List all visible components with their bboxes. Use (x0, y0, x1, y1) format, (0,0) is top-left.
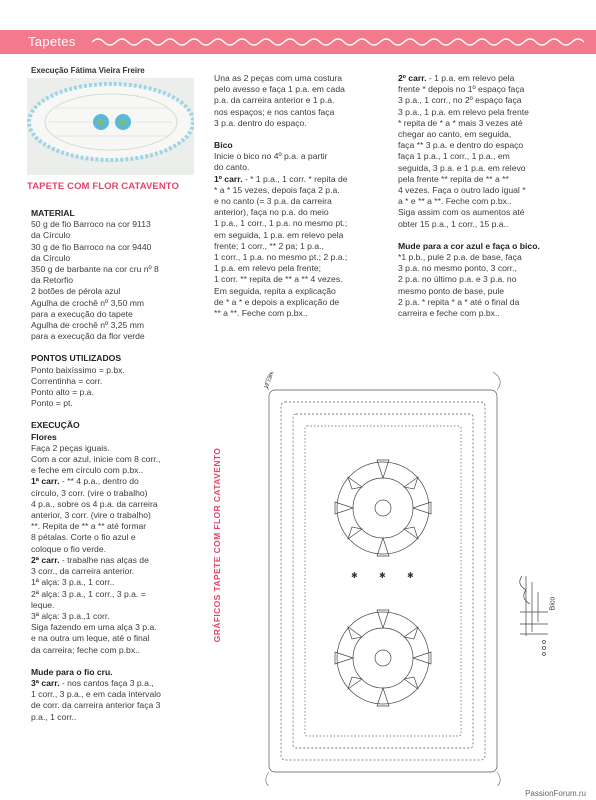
text-line: Inicie o bico no 4º p.a. a partir (214, 151, 328, 162)
mude-heading: Mude para o fio cru. (31, 666, 113, 677)
text-line: de * a * e depois a explicação de (214, 296, 340, 307)
text-line: 1 p.a., 1 corr., 1 p.a. no mesmo pt.; (214, 218, 348, 229)
text-line: anterior, 3 corr. (vire o trabalho) (31, 510, 151, 521)
text-line: 3 p.a. no mesmo ponto, 3 corr., (398, 263, 517, 274)
text-line: p.a., 1 corr.. (31, 711, 77, 722)
text-line: 3 p.a., 1 corr., no 2º espaço faça (398, 95, 522, 106)
row-2-line (398, 73, 588, 84)
bico-label: Bico (549, 596, 557, 611)
text-line: 1 corr., 1 p.a. no mesmo pt.; 2 p.a.; (214, 252, 348, 263)
row-label: 1º carr. (214, 173, 243, 184)
text-line: 1 corr. ** repita de ** a ** 4 vezes. (214, 274, 343, 285)
text-line: 1ª alça: 3 p.a., 1 corr.. (31, 577, 115, 588)
material-line: 2 botões de pérola azul (31, 286, 121, 297)
row-text: - 1 p.a. em relevo pela (426, 73, 515, 83)
row-1-line (31, 476, 206, 487)
text-line: obter 15 p.a., 1 corr., 15 p.a.. (398, 218, 509, 229)
text-line: 8 pétalas. Corte o fio azul e (31, 532, 136, 543)
svg-text:✱: ✱ (351, 571, 358, 580)
pontos-line: Ponto baixíssimo = p.bx. (31, 364, 125, 375)
project-title: TAPETE COM FLOR CATAVENTO (27, 181, 180, 192)
text-line: Una as 2 peças com uma costura (214, 73, 343, 83)
material-line: da Círculo (31, 230, 71, 241)
pontos-line: Ponto = pt. (31, 398, 73, 409)
text-line: pela frente ** repita de ** a ** (398, 173, 509, 184)
wave-decoration (92, 36, 592, 48)
text-line: frente * depois no 1º espaço faça (398, 84, 525, 95)
text-line: * a * 15 vezes, depois faça 2 p.a. (214, 184, 340, 195)
row-label: 2ª carr. (31, 554, 60, 565)
material-line: Agulha de crochê nº 3,50 mm (31, 297, 145, 308)
chart-side-title-wrap (207, 420, 221, 680)
text-line: 3ª alça: 3 p.a.,1 corr. (31, 610, 110, 621)
column-left (31, 208, 206, 723)
row-label: 2º carr. (398, 73, 427, 83)
text-line: pelo avesso e faça 1 p.a. em cada (214, 84, 345, 95)
text-line: 3 corr., da carreira anterior. (31, 566, 135, 577)
text-line: Em seguida, repita a explicação (214, 285, 336, 296)
text-line: 1 p.a. em relevo pela frente; (214, 263, 322, 274)
text-line: 1 corr., 3 p.a., e em cada intervalo (31, 689, 161, 700)
text-line: 2 p.a. no último p.a. e 3 p.a. no (398, 274, 517, 285)
text-line: 4 p.a., sobre os 4 p.a. da carreira (31, 498, 158, 509)
text-line: nos espaços; e nos cantos faça (214, 106, 335, 117)
text-line: coloque o fio verde. (31, 543, 107, 554)
text-line: Siga assim com os aumentos até (398, 207, 525, 218)
text-line: chegar ao canto, em seguida, (398, 129, 512, 140)
text-line: faça 1 p.a., 1 corr., 1 p.a., em (398, 151, 510, 162)
text-line: de corr. da carreira anterior faça 3 (31, 700, 161, 711)
text-line: mesmo ponto de base, pule (398, 285, 505, 296)
material-line: da Círculo (31, 252, 71, 263)
text-line: anterior), faça no p.a. do meio (214, 207, 329, 218)
text-line: e na outra um leque, até o final (31, 633, 150, 644)
text-line: frente; 1 corr., ** 2 pa; 1 p.a., (214, 240, 324, 251)
row-label: 3ª carr. (31, 677, 60, 688)
row-2-line (31, 555, 206, 566)
text-line: círculo, 3 corr. (vire o trabalho) (31, 487, 148, 498)
text-line: carreira e feche com p.bx.. (398, 308, 500, 319)
section-title: Tapetes (28, 34, 76, 49)
section-header (0, 30, 596, 54)
text-line: p.a. da carreira anterior e 1 p.a. (214, 95, 335, 106)
text-line: seguida, 3 p.a. e 1 p.a. em relevo (398, 162, 526, 173)
material-line: 30 g de fio Barroco na cor 9440 (31, 241, 152, 252)
material-line: 50 g de fio Barroco na cor 9113 (31, 219, 151, 230)
material-heading: MATERIAL (31, 208, 75, 218)
row-text: - trabalhe nas alças de (59, 554, 149, 565)
rug-photo (27, 78, 194, 175)
text-line: ** a **. Feche com p.bx.. (214, 308, 308, 319)
material-line: para a execução do tapete (31, 308, 133, 319)
bico-diagram (512, 572, 557, 662)
column-middle (214, 73, 394, 319)
flores-subheading: Flores (31, 431, 57, 442)
text-line: da carreira; feche com p.bx.. (31, 644, 140, 655)
svg-text:✱: ✱ (379, 571, 386, 580)
material-line: Agulha de crochê nº 3,25 mm (31, 320, 145, 331)
text-line: 2 p.a. * repita * a * até o final da (398, 296, 520, 307)
material-line: da Retorfio (31, 275, 74, 286)
text-line: 3 p.a., 1 p.a. em relevo pela frente (398, 106, 529, 117)
text-line: * repita de * a * mais 3 vezes até (398, 117, 523, 128)
text-line: *1 p.b., pule 2 p.a. de base, faça (398, 252, 522, 263)
corner-label: 12 carr. (263, 370, 276, 390)
svg-text:✱: ✱ (407, 571, 414, 580)
text-line: leque. (31, 599, 55, 610)
row-label: 1ª carr. (31, 476, 60, 487)
material-line: para a execução da flor verde (31, 331, 145, 342)
row-text: - nos cantos faça 3 p.a., (59, 677, 154, 688)
text-line: a * e ** a **. Feche com p.bx.. (398, 196, 512, 207)
text-line: e feche em círculo com p.bx.. (31, 465, 144, 476)
text-line: do canto. (214, 162, 250, 173)
text-line: **. Repita de ** a ** até formar (31, 521, 147, 532)
text-line: 4 vezes. Faça o outro lado igual * (398, 185, 526, 196)
text-line: Faça 2 peças iguais. (31, 442, 110, 453)
text-line: em seguida, 1 p.a. em relevo pela (214, 229, 344, 240)
text-line: faça ** 3 p.a. e dentro do espaço (398, 140, 524, 151)
footer-watermark: PassionForum.ru (525, 789, 586, 798)
text-line: Com a cor azul, inicie com 8 corr., (31, 454, 161, 465)
text-line: Siga fazendo em uma alça 3 p.a. (31, 622, 157, 633)
execucao-heading: EXECUÇÃO (31, 420, 80, 431)
pontos-line: Correntinha = corr. (31, 375, 103, 386)
column-right (398, 73, 588, 319)
text-line: 2ª alça: 3 p.a., 1 corr., 3 p.a. = (31, 588, 146, 599)
text-line: e no canto (= 3 p.a. da carreira (214, 196, 332, 207)
row-3-line (31, 678, 206, 689)
bico-heading: Bico (214, 140, 233, 151)
row-text: - ** 4 p.a., dentro do (59, 476, 139, 487)
material-line: 350 g de barbante na cor cru nº 8 (31, 264, 159, 275)
pontos-line: Ponto alto = p.a. (31, 387, 94, 398)
pontos-heading: PONTOS UTILIZADOS (31, 353, 122, 364)
crochet-chart (255, 368, 511, 786)
chart-side-title: GRÁFICOS TAPETE COM FLOR CATAVENTO (212, 447, 222, 643)
row-text: - * 1 p.a., 1 corr. * repita de (242, 173, 348, 184)
credit-line: Execução Fátima Vieira Freire (31, 66, 145, 75)
text-line: 3 p.a. dentro do espaço. (214, 117, 307, 128)
row-1-line (214, 174, 394, 185)
mude-azul-heading: Mude para a cor azul e faça o bico. (398, 240, 540, 251)
